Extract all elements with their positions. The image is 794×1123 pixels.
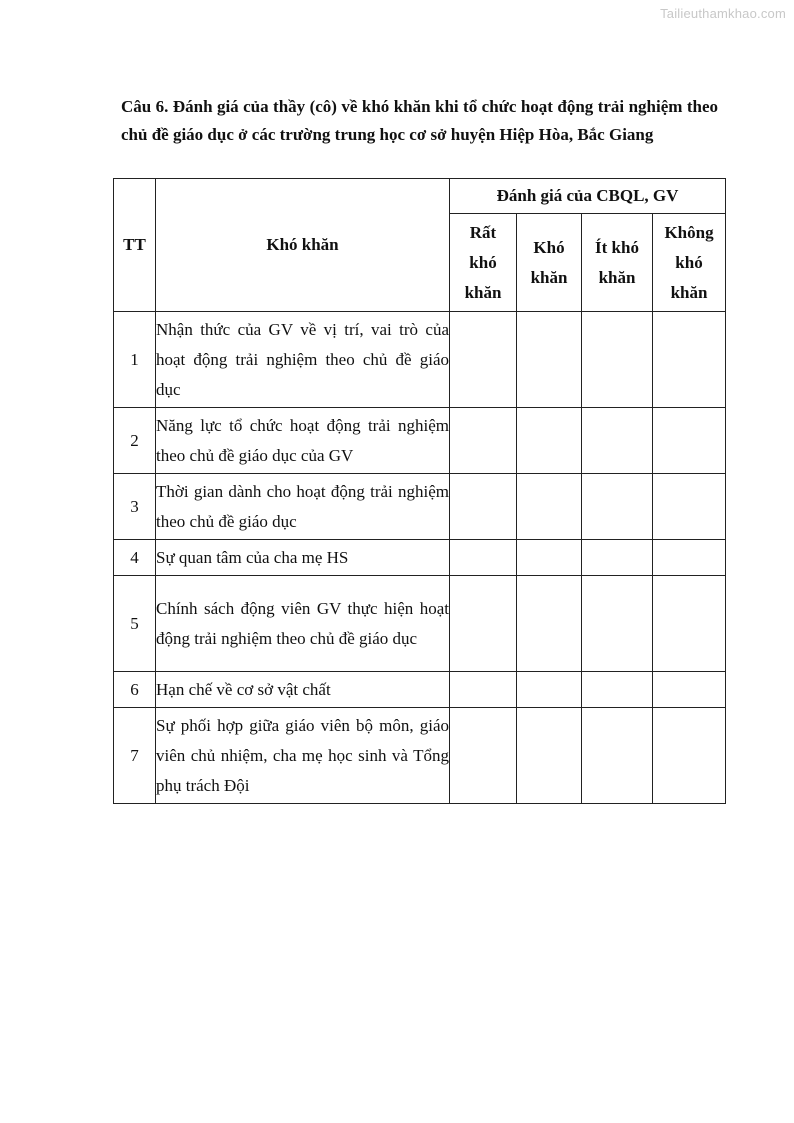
rating-cell[interactable] <box>450 408 517 474</box>
row-difficulty-text: Hạn chế về cơ sở vật chất <box>156 672 450 708</box>
row-difficulty-text: Nhận thức của GV về vị trí, vai trò của hoạt động trải nghiệm theo chủ đề giáo dục <box>156 312 450 408</box>
rating-cell[interactable] <box>653 408 726 474</box>
table-row <box>114 474 726 540</box>
header-difficulty: Khó khăn <box>156 179 450 312</box>
header-rating-line: Rất <box>469 222 497 242</box>
header-rating-line: Không <box>664 222 714 242</box>
rating-cell[interactable] <box>653 312 726 408</box>
table-row <box>114 576 726 672</box>
rating-cell[interactable] <box>653 672 726 708</box>
rating-cell[interactable] <box>582 408 653 474</box>
row-number: 1 <box>114 312 156 408</box>
table-row <box>114 540 726 576</box>
rating-cell[interactable] <box>450 474 517 540</box>
rating-cell[interactable] <box>653 474 726 540</box>
row-number: 3 <box>114 474 156 540</box>
rating-cell[interactable] <box>582 708 653 804</box>
row-number: 6 <box>114 672 156 708</box>
header-rating-line: khó <box>469 252 497 272</box>
header-rating-line: khăn <box>464 282 502 302</box>
rating-cell[interactable] <box>653 576 726 672</box>
header-rating-difficult <box>517 214 582 312</box>
row-difficulty-text: Sự phối hợp giữa giáo viên bộ môn, giáo viên chủ nhiệm, cha mẹ học sinh và Tổng phụ trách Đội <box>156 708 450 804</box>
rating-cell[interactable] <box>450 708 517 804</box>
rating-cell[interactable] <box>582 474 653 540</box>
question-title: Câu 6. Đánh giá của thầy (cô) về khó khăn khi tổ chức hoạt động trải nghiệm theo chủ đề giáo dục ở các trường trung học cơ sở huyện Hiệp Hòa, Bắc Giang <box>121 97 718 144</box>
rating-cell[interactable] <box>517 540 582 576</box>
rating-cell[interactable] <box>517 474 582 540</box>
rating-cell[interactable] <box>517 408 582 474</box>
rating-cell[interactable] <box>653 540 726 576</box>
header-rating-group: Đánh giá của CBQL, GV <box>450 179 726 214</box>
rating-cell[interactable] <box>450 672 517 708</box>
row-number: 2 <box>114 408 156 474</box>
rating-cell[interactable] <box>450 576 517 672</box>
header-tt: TT <box>114 179 156 312</box>
header-rating-line: Ít khó <box>595 237 639 257</box>
table-row <box>114 672 726 708</box>
rating-cell[interactable] <box>450 540 517 576</box>
row-difficulty-text: Chính sách động viên GV thực hiện hoạt động trải nghiệm theo chủ đề giáo dục <box>156 576 450 672</box>
row-difficulty-text: Sự quan tâm của cha mẹ HS <box>156 540 450 576</box>
table-row <box>114 708 726 804</box>
rating-cell[interactable] <box>517 708 582 804</box>
row-number: 7 <box>114 708 156 804</box>
rating-cell[interactable] <box>517 672 582 708</box>
header-rating-very-difficult <box>450 214 517 312</box>
header-rating-line: khăn <box>530 267 568 287</box>
header-rating-little-difficult <box>582 214 653 312</box>
rating-cell[interactable] <box>517 312 582 408</box>
row-number: 4 <box>114 540 156 576</box>
difficulty-rating-table <box>113 178 726 804</box>
rating-cell[interactable] <box>582 540 653 576</box>
row-difficulty-text: Năng lực tổ chức hoạt động trải nghiệm theo chủ đề giáo dục của GV <box>156 408 450 474</box>
rating-cell[interactable] <box>450 312 517 408</box>
rating-cell[interactable] <box>653 708 726 804</box>
header-rating-line: khăn <box>598 267 636 287</box>
header-rating-line: khăn <box>670 282 708 302</box>
row-difficulty-text: Thời gian dành cho hoạt động trải nghiệm theo chủ đề giáo dục <box>156 474 450 540</box>
header-rating-line: khó <box>675 252 703 272</box>
header-rating-line: Khó <box>533 237 565 257</box>
rating-cell[interactable] <box>582 672 653 708</box>
table-row <box>114 408 726 474</box>
rating-cell[interactable] <box>582 312 653 408</box>
header-rating-not-difficult <box>653 214 726 312</box>
row-number: 5 <box>114 576 156 672</box>
rating-cell[interactable] <box>517 576 582 672</box>
rating-cell[interactable] <box>582 576 653 672</box>
header-row-top <box>114 179 726 214</box>
watermark-text: Tailieuthamkhao.com <box>660 6 786 21</box>
table-row <box>114 312 726 408</box>
